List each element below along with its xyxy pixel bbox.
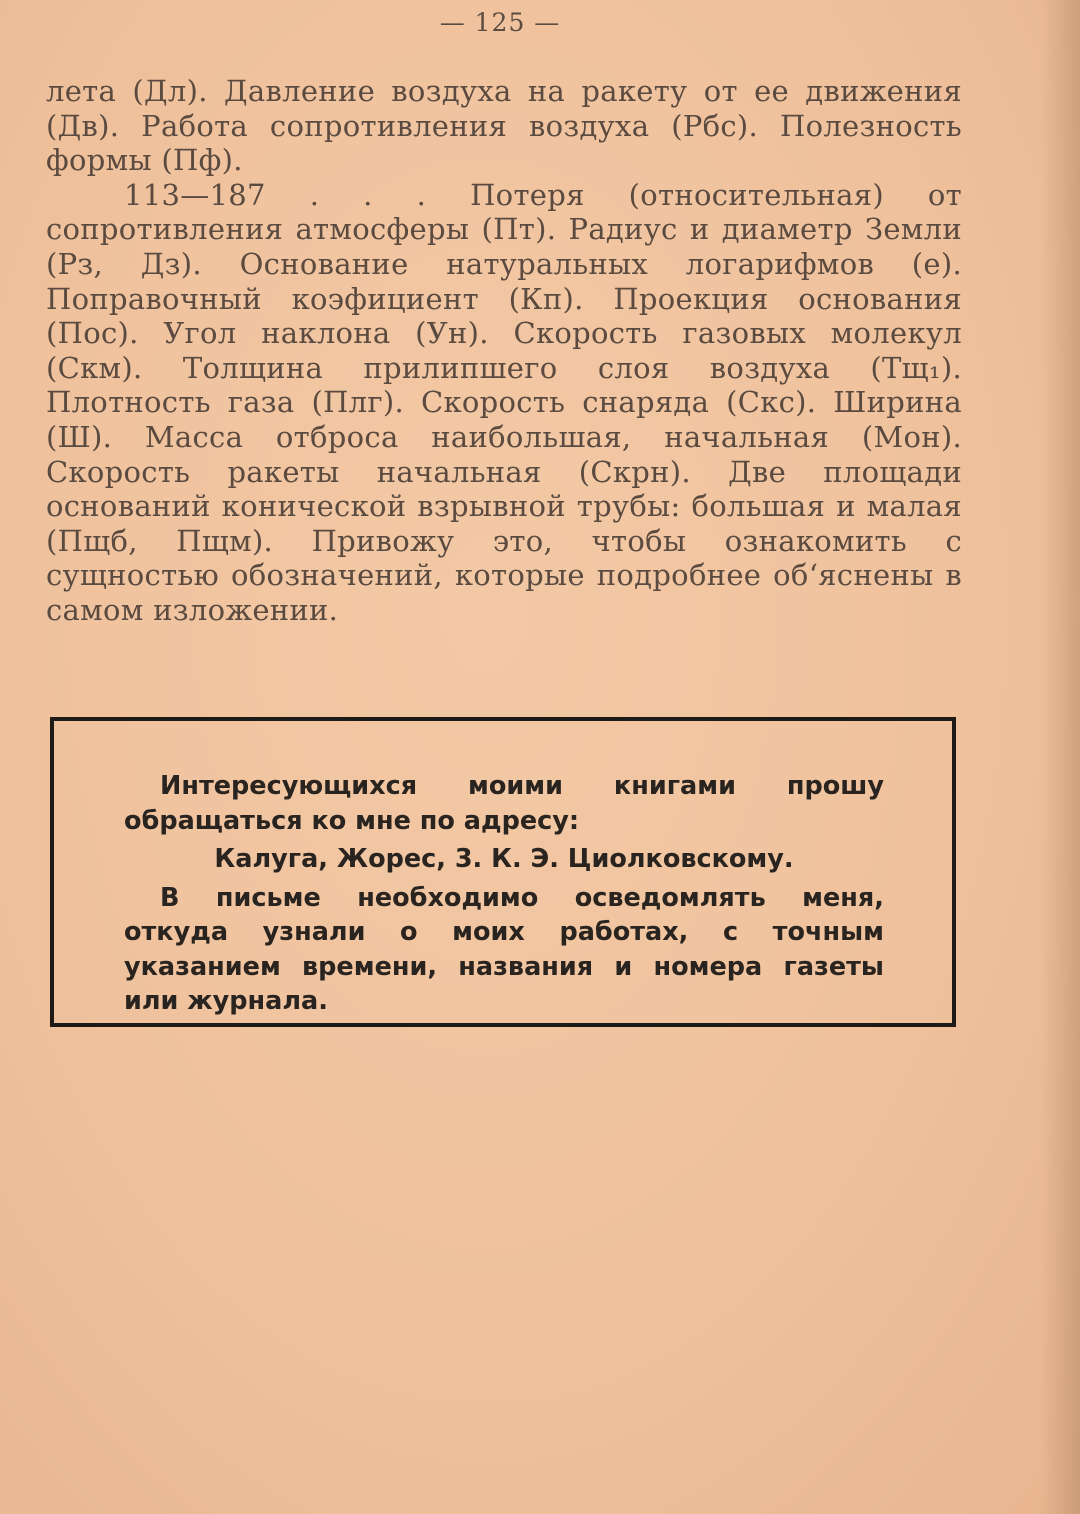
notice-request: Интересующихся моими книгами прошу обращаться ко мне по адресу: [124,771,884,836]
notice-address: Калуга, Жорес, 3. К. Э. Циолковскому. [214,844,794,874]
notice-box [50,717,956,1027]
notice-content [124,769,884,1019]
notice-instructions: В письме необходимо осведомлять меня, откуда узнали о моих работах, с точным указанием времени, названия и номера газеты или журнала. [124,882,884,1016]
paragraph-continuation: лета (Дл). Давление воздуха на ракету от ее движения (Дв). Работа сопротивления воздуха (Рбс). Полезность формы (Пф). [46,74,962,178]
body-text [46,74,962,628]
paragraph-notation-list: 113—187 . . . Потеря (относительная) от сопротивления атмосферы (Пт). Радиус и диаметр Земли (Рз, Дз). Основание натуральных логарифмов (е). Поправочный коэфициент (Кп). Проекция основания (Пос). Угол наклона (Ун). Скорость газовых молекул (Скм). Толщина прилипшего слоя воздуха (Тщ₁). Плотность газа (Плг). Скорость снаряда (Скс). Ширина (Ш). Масса отброса наибольшая, начальная (Мон). Скорость ракеты начальная (Скрн). Две площади оснований конической взрывной трубы: большая и малая (Пщб, Пщм). Привожу это, чтобы ознакомить с сущностью обозначений, которые подробнее об‘яснены в самом изложении. [46,177,962,627]
page-number: — 125 — [439,8,561,37]
page-edge-shadow [1040,0,1080,1514]
